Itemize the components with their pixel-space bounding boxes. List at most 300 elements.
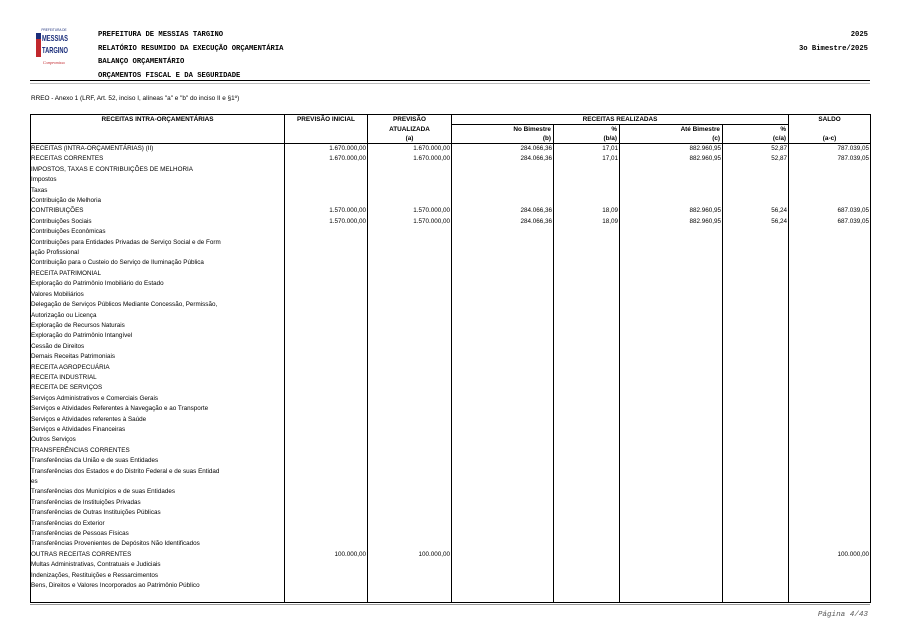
- cell-previsao-inicial: [285, 363, 368, 373]
- cell-pct-ca: [723, 342, 789, 352]
- cell-previsao-inicial: [285, 456, 368, 466]
- cell-pct-ba: [554, 415, 620, 425]
- row-label: Impostos: [31, 175, 285, 185]
- cell-previsao-atualizada: [368, 186, 452, 196]
- cell-previsao-atualizada: [368, 571, 452, 581]
- cell-pct-ba: [554, 571, 620, 581]
- cell-no-bimestre: [452, 363, 554, 373]
- cell-previsao-inicial: [285, 415, 368, 425]
- cell-ate-bimestre: [620, 415, 723, 425]
- table-row: [31, 311, 871, 321]
- table-row: [31, 206, 871, 216]
- cell-pct-ca: [723, 321, 789, 331]
- row-label: Taxas: [31, 186, 285, 196]
- table-row: [31, 290, 871, 300]
- cell-no-bimestre: [452, 258, 554, 268]
- cell-pct-ba: [554, 404, 620, 414]
- row-label: Transferências do Exterior: [31, 519, 285, 529]
- table-row: [31, 196, 871, 206]
- cell-pct-ba: [554, 269, 620, 279]
- cell-previsao-inicial: [285, 311, 368, 321]
- cell-pct-ba: [554, 227, 620, 237]
- cell-ate-bimestre: [620, 519, 723, 529]
- cell-pct-ba: [554, 258, 620, 268]
- header-line-4: ORÇAMENTOS FISCAL E DA SEGURIDADE: [98, 72, 241, 81]
- cell-saldo: 787.039,05: [789, 144, 871, 155]
- row-label: Serviços e Atividades referentes à Saúde: [31, 415, 285, 425]
- cell-pct-ca: [723, 550, 789, 560]
- cell-ate-bimestre: [620, 383, 723, 393]
- row-label: Transferências de Pessoas Físicas: [31, 529, 285, 539]
- row-label: Transferências de Outras Instituições Públicas: [31, 508, 285, 518]
- cell-previsao-inicial: [285, 196, 368, 206]
- cell-pct-ba: [554, 467, 620, 477]
- cell-saldo: [789, 363, 871, 373]
- cell-saldo: [789, 165, 871, 175]
- cell-pct-ba: [554, 477, 620, 487]
- logo-line2: TARGINO: [42, 45, 69, 55]
- cell-previsao-atualizada: [368, 279, 452, 289]
- cell-no-bimestre: [452, 446, 554, 456]
- table-row: [31, 321, 871, 331]
- cell-ate-bimestre: [620, 467, 723, 477]
- cell-ate-bimestre: [620, 269, 723, 279]
- cell-no-bimestre: [452, 467, 554, 477]
- table-row: [31, 258, 871, 268]
- table-row: [31, 165, 871, 175]
- header-c: (c): [620, 134, 723, 144]
- cell-no-bimestre: [452, 331, 554, 341]
- cell-saldo: [789, 498, 871, 508]
- table-row: [31, 383, 871, 393]
- cell-previsao-atualizada: [368, 467, 452, 477]
- cell-saldo: 687.039,05: [789, 217, 871, 227]
- header-rule: [30, 80, 870, 81]
- cell-ate-bimestre: [620, 550, 723, 560]
- cell-previsao-atualizada: [368, 394, 452, 404]
- cell-previsao-inicial: [285, 498, 368, 508]
- cell-pct-ca: [723, 383, 789, 393]
- header-titles: [98, 29, 283, 84]
- cell-saldo: [789, 352, 871, 362]
- cell-pct-ca: [723, 269, 789, 279]
- table-row: [31, 456, 871, 466]
- cell-previsao-atualizada: [368, 311, 452, 321]
- cell-previsao-inicial: [285, 269, 368, 279]
- table-row: [31, 446, 871, 456]
- row-label: Transferências da União e de suas Entidades: [31, 456, 285, 466]
- cell-saldo: [789, 227, 871, 237]
- table-row: [31, 467, 871, 477]
- cell-pct-ba: 17,01: [554, 144, 620, 155]
- header-previsao-inicial: PREVISÃO INICIAL: [285, 115, 368, 144]
- cell-pct-ba: [554, 550, 620, 560]
- cell-pct-ba: [554, 352, 620, 362]
- header-a: (a): [368, 134, 452, 144]
- table-row: [31, 539, 871, 549]
- header-receitas: RECEITAS INTRA-ORÇAMENTÁRIAS: [31, 115, 285, 144]
- header-ate-bimestre: Até Bimestre: [620, 125, 723, 135]
- header-year: 2025: [850, 31, 868, 39]
- table-row: [31, 571, 871, 581]
- cell-previsao-inicial: [285, 279, 368, 289]
- cell-saldo: [789, 456, 871, 466]
- header-receitas-realizadas: RECEITAS REALIZADAS: [452, 115, 789, 125]
- cell-no-bimestre: [452, 425, 554, 435]
- table-row: [31, 487, 871, 497]
- cell-ate-bimestre: [620, 571, 723, 581]
- cell-ate-bimestre: [620, 435, 723, 445]
- cell-no-bimestre: [452, 539, 554, 549]
- cell-previsao-atualizada: [368, 227, 452, 237]
- cell-previsao-inicial: 1.570.000,00: [285, 206, 368, 216]
- cell-previsao-atualizada: [368, 269, 452, 279]
- cell-pct-ba: [554, 363, 620, 373]
- cell-ate-bimestre: [620, 498, 723, 508]
- cell-ate-bimestre: [620, 331, 723, 341]
- row-label: OUTRAS RECEITAS CORRENTES: [31, 550, 285, 560]
- cell-saldo: [789, 186, 871, 196]
- table-row: [31, 529, 871, 539]
- cell-previsao-atualizada: [368, 363, 452, 373]
- cell-no-bimestre: [452, 248, 554, 258]
- cell-pct-ca: [723, 290, 789, 300]
- report-subtitle: RREO - Anexo 1 (LRF, Art. 52, inciso I, alíneas "a" e "b" do inciso II e §1º): [31, 95, 240, 102]
- table-row: [31, 248, 871, 258]
- header-period: [799, 29, 868, 56]
- row-label: RECEITA INDUSTRIAL: [31, 373, 285, 383]
- table-row: [31, 435, 871, 445]
- cell-no-bimestre: [452, 487, 554, 497]
- row-label: Bens, Direitos e Valores Incorporados ao Patrimônio Público: [31, 581, 285, 591]
- cell-no-bimestre: [452, 508, 554, 518]
- cell-no-bimestre: [452, 238, 554, 248]
- row-label: Indenizações, Restituições e Ressarcimentos: [31, 571, 285, 581]
- table-row: [31, 477, 871, 487]
- cell-previsao-atualizada: [368, 591, 452, 602]
- logo-tagline: Compromisso: [42, 60, 66, 65]
- row-label: RECEITAS (INTRA-ORÇAMENTÁRIAS) (II): [31, 144, 285, 155]
- cell-previsao-inicial: [285, 321, 368, 331]
- cell-no-bimestre: [452, 498, 554, 508]
- cell-no-bimestre: [452, 477, 554, 487]
- table-row: [31, 415, 871, 425]
- page-number: Página 4/43: [817, 611, 868, 619]
- cell-pct-ba: [554, 394, 620, 404]
- cell-previsao-inicial: [285, 186, 368, 196]
- cell-pct-ba: [554, 238, 620, 248]
- cell-pct-ca: [723, 331, 789, 341]
- cell-saldo: 100.000,00: [789, 550, 871, 560]
- row-label: Contribuições Sociais: [31, 217, 285, 227]
- cell-no-bimestre: 284.066,36: [452, 144, 554, 155]
- cell-previsao-atualizada: [368, 539, 452, 549]
- cell-previsao-atualizada: [368, 560, 452, 570]
- row-label: RECEITA PATRIMONIAL: [31, 269, 285, 279]
- cell-saldo: [789, 175, 871, 185]
- cell-pct-ba: [554, 498, 620, 508]
- cell-previsao-atualizada: [368, 300, 452, 310]
- cell-saldo: [789, 487, 871, 497]
- cell-saldo: [789, 394, 871, 404]
- cell-saldo: [789, 435, 871, 445]
- cell-ate-bimestre: [620, 446, 723, 456]
- cell-previsao-atualizada: [368, 415, 452, 425]
- cell-pct-ba: [554, 435, 620, 445]
- header-ba: (b/a): [554, 134, 620, 144]
- cell-previsao-atualizada: [368, 498, 452, 508]
- cell-ate-bimestre: [620, 363, 723, 373]
- cell-no-bimestre: 284.066,36: [452, 217, 554, 227]
- cell-pct-ca: [723, 394, 789, 404]
- table-row: [31, 175, 871, 185]
- table-body: [31, 144, 871, 603]
- cell-ate-bimestre: [620, 529, 723, 539]
- header-rule-thin: [30, 83, 870, 84]
- cell-previsao-inicial: [285, 300, 368, 310]
- table-header: [31, 115, 871, 144]
- cell-previsao-atualizada: [368, 404, 452, 414]
- cell-no-bimestre: [452, 415, 554, 425]
- cell-previsao-atualizada: [368, 435, 452, 445]
- cell-previsao-inicial: [285, 435, 368, 445]
- cell-pct-ca: [723, 238, 789, 248]
- table-row: [31, 373, 871, 383]
- cell-no-bimestre: [452, 550, 554, 560]
- cell-saldo: [789, 539, 871, 549]
- cell-pct-ca: [723, 591, 789, 602]
- cell-previsao-atualizada: [368, 456, 452, 466]
- cell-saldo: [789, 425, 871, 435]
- cell-saldo: [789, 331, 871, 341]
- cell-saldo: 787.039,05: [789, 154, 871, 164]
- cell-previsao-inicial: [285, 581, 368, 591]
- cell-pct-ba: [554, 300, 620, 310]
- cell-pct-ca: [723, 498, 789, 508]
- cell-pct-ba: [554, 519, 620, 529]
- cell-saldo: [789, 591, 871, 602]
- cell-ate-bimestre: [620, 373, 723, 383]
- cell-ate-bimestre: [620, 352, 723, 362]
- cell-pct-ba: [554, 591, 620, 602]
- cell-previsao-inicial: [285, 373, 368, 383]
- cell-pct-ca: [723, 186, 789, 196]
- table-row: [31, 269, 871, 279]
- table-row: [31, 238, 871, 248]
- cell-no-bimestre: [452, 571, 554, 581]
- cell-pct-ca: [723, 196, 789, 206]
- row-label: Transferências dos Municípios e de suas Entidades: [31, 487, 285, 497]
- cell-pct-ba: [554, 539, 620, 549]
- cell-previsao-atualizada: [368, 519, 452, 529]
- municipality-logo: [33, 26, 71, 70]
- cell-pct-ba: 18,09: [554, 206, 620, 216]
- cell-saldo: [789, 300, 871, 310]
- cell-previsao-atualizada: [368, 581, 452, 591]
- cell-pct-ca: [723, 425, 789, 435]
- cell-ate-bimestre: [620, 186, 723, 196]
- logo-line1: MESSIAS: [42, 33, 69, 43]
- cell-previsao-atualizada: [368, 238, 452, 248]
- row-label: IMPOSTOS, TAXAS E CONTRIBUIÇÕES DE MELHORIA: [31, 165, 285, 175]
- cell-no-bimestre: [452, 435, 554, 445]
- cell-pct-ca: [723, 446, 789, 456]
- cell-previsao-atualizada: [368, 321, 452, 331]
- cell-ate-bimestre: 882.960,95: [620, 144, 723, 155]
- cell-saldo: [789, 519, 871, 529]
- cell-previsao-inicial: [285, 529, 368, 539]
- cell-no-bimestre: [452, 373, 554, 383]
- cell-pct-ca: [723, 487, 789, 497]
- table-row: [31, 186, 871, 196]
- cell-pct-ba: [554, 425, 620, 435]
- cell-previsao-inicial: [285, 571, 368, 581]
- row-label: Transferências dos Estados e do Distrito Federal e de suas Entidad: [31, 467, 285, 477]
- cell-pct-ca: [723, 456, 789, 466]
- cell-pct-ca: [723, 539, 789, 549]
- cell-previsao-inicial: [285, 425, 368, 435]
- cell-pct-ca: [723, 467, 789, 477]
- cell-pct-ba: [554, 331, 620, 341]
- row-label: Contribuições Econômicas: [31, 227, 285, 237]
- cell-ate-bimestre: [620, 425, 723, 435]
- cell-previsao-atualizada: 1.670.000,00: [368, 154, 452, 164]
- cell-pct-ba: [554, 529, 620, 539]
- cell-no-bimestre: [452, 311, 554, 321]
- cell-ate-bimestre: [620, 591, 723, 602]
- cell-previsao-atualizada: [368, 248, 452, 258]
- cell-previsao-atualizada: [368, 290, 452, 300]
- header-pct-ba: %: [554, 125, 620, 135]
- table-row: [31, 363, 871, 373]
- cell-pct-ca: [723, 363, 789, 373]
- cell-saldo: [789, 581, 871, 591]
- header-atualizada: ATUALIZADA: [368, 125, 452, 135]
- cell-previsao-atualizada: [368, 383, 452, 393]
- cell-saldo: [789, 373, 871, 383]
- cell-pct-ca: [723, 404, 789, 414]
- table-row: [31, 560, 871, 570]
- footer-rule: [30, 604, 870, 605]
- header-a-c: (a-c): [789, 134, 871, 144]
- cell-no-bimestre: [452, 404, 554, 414]
- cell-pct-ba: [554, 290, 620, 300]
- cell-ate-bimestre: [620, 508, 723, 518]
- cell-pct-ba: [554, 186, 620, 196]
- report-header: [0, 0, 900, 80]
- cell-pct-ba: [554, 248, 620, 258]
- cell-no-bimestre: [452, 196, 554, 206]
- cell-pct-ba: [554, 487, 620, 497]
- table-row: [31, 342, 871, 352]
- row-label: Exploração do Patrimônio Intangível: [31, 331, 285, 341]
- cell-pct-ca: 52,87: [723, 144, 789, 155]
- row-label: RECEITA DE SERVIÇOS: [31, 383, 285, 393]
- header-bimester: 3o Bimestre/2025: [798, 44, 868, 53]
- revenue-table: [30, 114, 871, 603]
- cell-pct-ba: [554, 165, 620, 175]
- cell-previsao-inicial: [285, 560, 368, 570]
- cell-ate-bimestre: [620, 238, 723, 248]
- cell-pct-ca: [723, 300, 789, 310]
- cell-no-bimestre: [452, 352, 554, 362]
- cell-pct-ca: [723, 415, 789, 425]
- cell-previsao-inicial: [285, 539, 368, 549]
- cell-pct-ba: [554, 196, 620, 206]
- cell-pct-ba: [554, 508, 620, 518]
- table-row: [31, 550, 871, 560]
- cell-no-bimestre: [452, 290, 554, 300]
- cell-previsao-atualizada: [368, 331, 452, 341]
- cell-previsao-inicial: [285, 165, 368, 175]
- table-row: [31, 404, 871, 414]
- cell-previsao-inicial: [285, 331, 368, 341]
- row-label: ação Profissional: [31, 248, 285, 258]
- cell-ate-bimestre: [620, 487, 723, 497]
- cell-previsao-inicial: [285, 248, 368, 258]
- cell-ate-bimestre: [620, 300, 723, 310]
- header-pct-ca: %: [723, 125, 789, 135]
- table-row: [31, 394, 871, 404]
- row-label: RECEITAS CORRENTES: [31, 154, 285, 164]
- row-label: Exploração de Recursos Naturais: [31, 321, 285, 331]
- cell-ate-bimestre: 882.960,95: [620, 217, 723, 227]
- table-row: [31, 144, 871, 155]
- table-row: [31, 508, 871, 518]
- cell-ate-bimestre: 882.960,95: [620, 154, 723, 164]
- cell-no-bimestre: [452, 300, 554, 310]
- cell-previsao-inicial: [285, 342, 368, 352]
- cell-pct-ca: [723, 435, 789, 445]
- cell-ate-bimestre: [620, 539, 723, 549]
- cell-previsao-atualizada: [368, 196, 452, 206]
- logo-top-text: PREFEITURA DE: [41, 28, 67, 32]
- row-label: Serviços Administrativos e Comerciais Gerais: [31, 394, 285, 404]
- cell-ate-bimestre: [620, 560, 723, 570]
- cell-pct-ba: [554, 383, 620, 393]
- row-label: Cessão de Direitos: [31, 342, 285, 352]
- cell-previsao-inicial: [285, 508, 368, 518]
- cell-saldo: [789, 529, 871, 539]
- cell-previsao-atualizada: [368, 529, 452, 539]
- cell-no-bimestre: [452, 165, 554, 175]
- cell-saldo: [789, 238, 871, 248]
- cell-previsao-atualizada: [368, 258, 452, 268]
- cell-previsao-inicial: [285, 404, 368, 414]
- cell-saldo: [789, 248, 871, 258]
- row-label: Transferências Provenientes de Depósitos Não Identificados: [31, 539, 285, 549]
- cell-previsao-inicial: [285, 383, 368, 393]
- cell-pct-ca: [723, 373, 789, 383]
- cell-ate-bimestre: [620, 581, 723, 591]
- cell-no-bimestre: [452, 321, 554, 331]
- cell-previsao-inicial: [285, 227, 368, 237]
- cell-previsao-inicial: [285, 352, 368, 362]
- cell-pct-ca: [723, 248, 789, 258]
- cell-saldo: [789, 279, 871, 289]
- cell-previsao-atualizada: [368, 487, 452, 497]
- cell-pct-ca: [723, 352, 789, 362]
- cell-pct-ba: [554, 581, 620, 591]
- cell-previsao-inicial: 1.670.000,00: [285, 144, 368, 155]
- cell-no-bimestre: [452, 456, 554, 466]
- table-row: [31, 352, 871, 362]
- cell-pct-ba: [554, 321, 620, 331]
- row-label: Serviços e Atividades Financeiras: [31, 425, 285, 435]
- cell-saldo: [789, 269, 871, 279]
- row-label: TRANSFERÊNCIAS CORRENTES: [31, 446, 285, 456]
- cell-previsao-inicial: [285, 175, 368, 185]
